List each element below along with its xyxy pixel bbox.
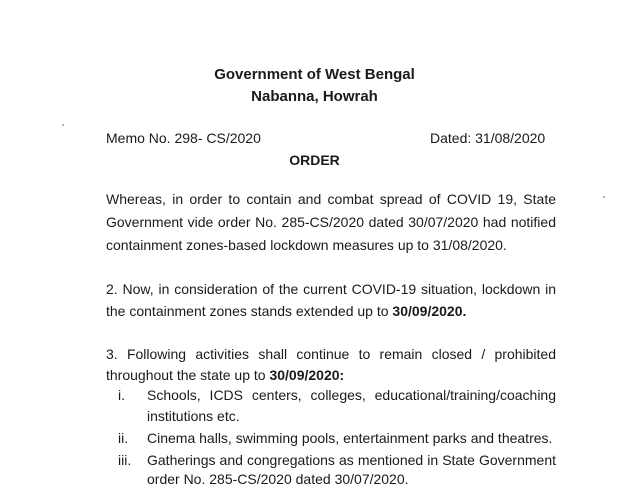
para2-line2 xyxy=(106,303,466,319)
para2-line2-text: the containment zones stands extended up to xyxy=(106,303,393,319)
list-item-numeral: iii. xyxy=(118,452,132,468)
issuer-name: Government of West Bengal xyxy=(214,66,415,83)
list-item-line1: Schools, ICDS centers, colleges, educational/training/coaching xyxy=(147,387,556,403)
list-item-numeral: ii. xyxy=(118,430,129,446)
para3-line2-date: 30/09/2020: xyxy=(269,367,345,383)
para1-line3: containment zones-based lockdown measures up to 31/08/2020. xyxy=(106,237,507,253)
list-item-line2: institutions etc. xyxy=(147,408,240,424)
list-item-line1: Cinema halls, swimming pools, entertainment parks and theatres. xyxy=(147,430,553,446)
para2-line2-date: 30/09/2020. xyxy=(392,303,467,319)
list-item-line2: order No. 285-CS/2020 dated 30/07/2020. xyxy=(147,471,409,487)
para3-line2-text: throughout the state up to xyxy=(106,367,270,383)
para2-line1: 2. Now, in consideration of the current COVID-19 situation, lockdown in xyxy=(106,281,556,297)
para3-line1: 3. Following activities shall continue to remain closed / prohibited xyxy=(106,346,556,362)
para3-line2 xyxy=(106,367,344,383)
scan-speck xyxy=(603,196,605,198)
list-item-line1: Gatherings and congregations as mentioned in State Government xyxy=(147,452,556,468)
order-title: ORDER xyxy=(289,152,340,168)
para1-line1: Whereas, in order to contain and combat spread of COVID 19, State xyxy=(106,191,556,207)
scan-speck xyxy=(62,124,64,126)
memo-number: Memo No. 298- CS/2020 xyxy=(106,130,261,146)
list-item-numeral: i. xyxy=(118,387,125,403)
issuer-location: Nabanna, Howrah xyxy=(251,88,378,105)
memo-date: Dated: 31/08/2020 xyxy=(430,130,546,146)
para1-line2: Government vide order No. 285-CS/2020 dated 30/07/2020 had notified xyxy=(106,214,556,230)
